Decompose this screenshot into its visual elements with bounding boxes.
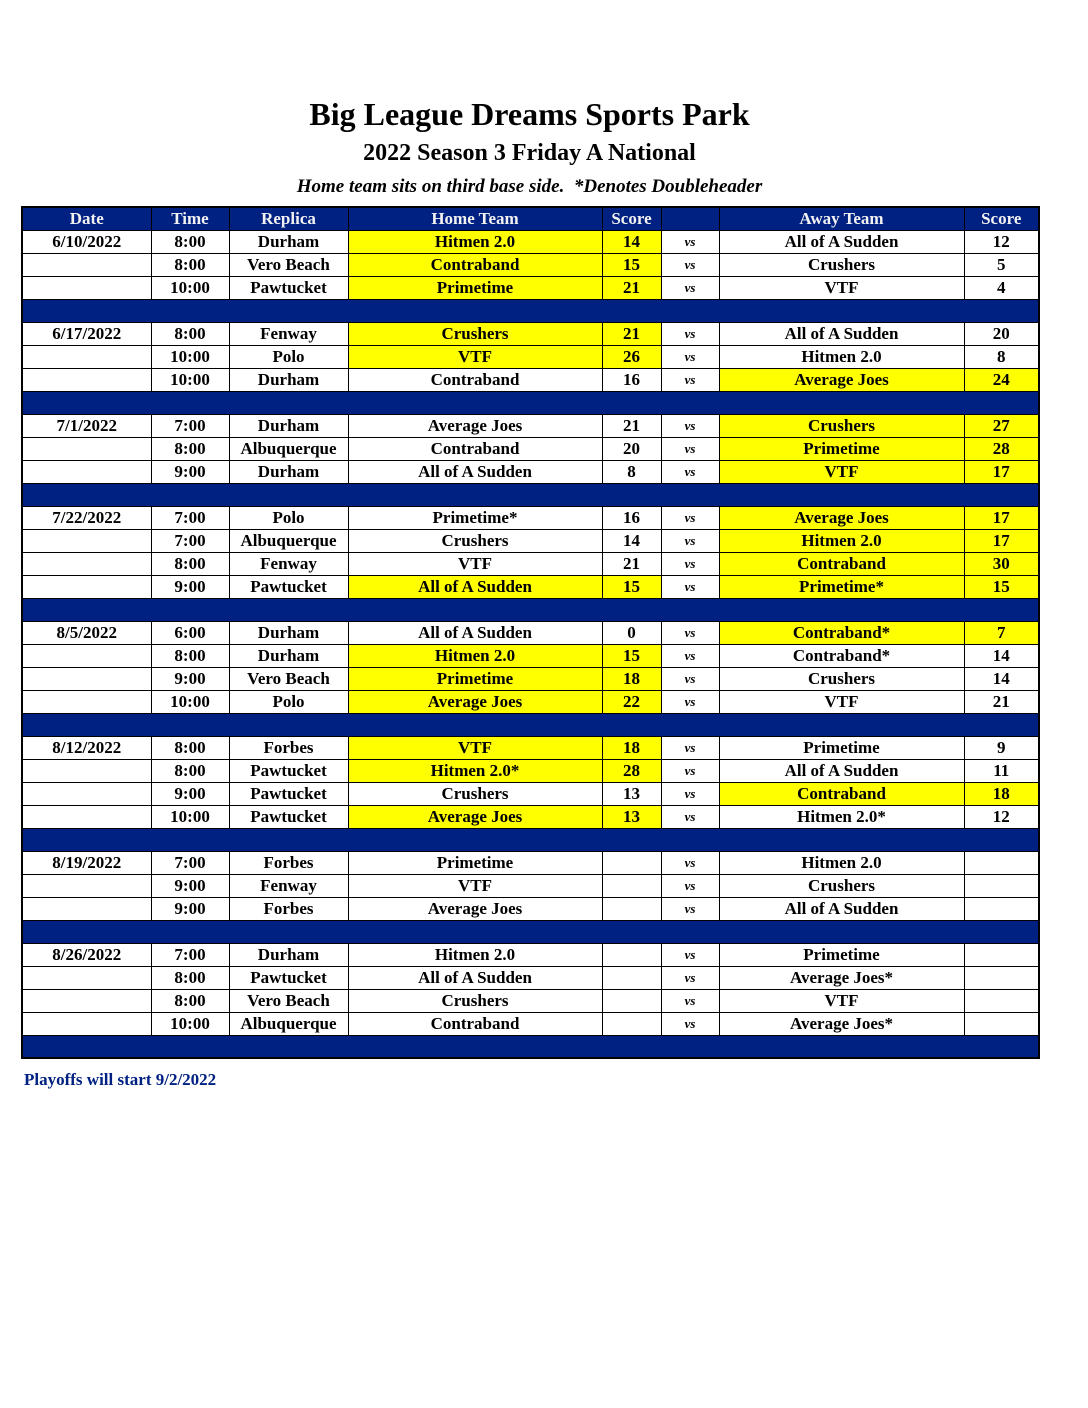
- game-row: [22, 667, 1039, 690]
- time-cell: 9:00: [151, 460, 229, 483]
- vs-cell: vs: [661, 667, 719, 690]
- replica-cell: Durham: [229, 943, 348, 966]
- game-row: [22, 414, 1039, 437]
- home-team-cell: All of A Sudden: [348, 575, 602, 598]
- away-team-cell: VTF: [719, 989, 964, 1012]
- home-team-cell: Average Joes: [348, 414, 602, 437]
- replica-cell: Pawtucket: [229, 782, 348, 805]
- away-team-cell: Contraband: [719, 782, 964, 805]
- vs-cell: vs: [661, 529, 719, 552]
- vs-cell: vs: [661, 989, 719, 1012]
- separator-row: [22, 828, 1039, 851]
- date-cell: [22, 345, 151, 368]
- game-row: [22, 253, 1039, 276]
- game-row: [22, 782, 1039, 805]
- date-cell: 8/5/2022: [22, 621, 151, 644]
- time-cell: 6:00: [151, 621, 229, 644]
- replica-cell: Albuquerque: [229, 437, 348, 460]
- away-score-cell: 17: [964, 460, 1039, 483]
- replica-cell: Durham: [229, 644, 348, 667]
- away-team-cell: Contraband: [719, 552, 964, 575]
- header-replica: Replica: [229, 207, 348, 230]
- away-score-cell: [964, 897, 1039, 920]
- time-cell: 8:00: [151, 736, 229, 759]
- away-team-cell: All of A Sudden: [719, 230, 964, 253]
- game-row: [22, 322, 1039, 345]
- vs-cell: vs: [661, 506, 719, 529]
- vs-cell: vs: [661, 736, 719, 759]
- home-team-cell: Primetime: [348, 851, 602, 874]
- home-team-cell: Hitmen 2.0*: [348, 759, 602, 782]
- replica-cell: Forbes: [229, 897, 348, 920]
- away-score-cell: [964, 966, 1039, 989]
- vs-cell: vs: [661, 805, 719, 828]
- home-score-cell: 8: [602, 460, 661, 483]
- time-cell: 8:00: [151, 322, 229, 345]
- date-cell: [22, 253, 151, 276]
- date-cell: [22, 644, 151, 667]
- away-score-cell: 21: [964, 690, 1039, 713]
- time-cell: 9:00: [151, 782, 229, 805]
- away-team-cell: Contraband*: [719, 621, 964, 644]
- date-cell: 8/12/2022: [22, 736, 151, 759]
- home-score-cell: 26: [602, 345, 661, 368]
- replica-cell: Durham: [229, 230, 348, 253]
- home-team-cell: Primetime*: [348, 506, 602, 529]
- home-score-cell: [602, 851, 661, 874]
- home-team-cell: VTF: [348, 345, 602, 368]
- table-head: [22, 207, 1039, 230]
- home-score-cell: 14: [602, 230, 661, 253]
- home-team-cell: Crushers: [348, 782, 602, 805]
- separator-row: [22, 598, 1039, 621]
- away-team-cell: Primetime: [719, 736, 964, 759]
- game-row: [22, 460, 1039, 483]
- home-score-cell: 21: [602, 552, 661, 575]
- away-score-cell: 12: [964, 805, 1039, 828]
- replica-cell: Durham: [229, 621, 348, 644]
- time-cell: 8:00: [151, 989, 229, 1012]
- vs-cell: vs: [661, 966, 719, 989]
- game-row: [22, 943, 1039, 966]
- date-cell: 6/17/2022: [22, 322, 151, 345]
- home-team-cell: Contraband: [348, 253, 602, 276]
- home-team-cell: Contraband: [348, 1012, 602, 1035]
- replica-cell: Vero Beach: [229, 253, 348, 276]
- vs-cell: vs: [661, 460, 719, 483]
- home-team-cell: Crushers: [348, 529, 602, 552]
- home-team-cell: Hitmen 2.0: [348, 943, 602, 966]
- away-score-cell: 24: [964, 368, 1039, 391]
- game-row: [22, 1012, 1039, 1035]
- vs-cell: vs: [661, 322, 719, 345]
- home-score-cell: [602, 943, 661, 966]
- home-team-cell: All of A Sudden: [348, 966, 602, 989]
- away-score-cell: 20: [964, 322, 1039, 345]
- away-score-cell: 4: [964, 276, 1039, 299]
- home-team-cell: Contraband: [348, 437, 602, 460]
- game-row: [22, 529, 1039, 552]
- date-cell: 7/1/2022: [22, 414, 151, 437]
- home-score-cell: 16: [602, 506, 661, 529]
- vs-cell: vs: [661, 253, 719, 276]
- away-team-cell: Crushers: [719, 874, 964, 897]
- date-cell: [22, 575, 151, 598]
- replica-cell: Pawtucket: [229, 276, 348, 299]
- separator-cell: [22, 483, 1039, 506]
- header-away-team: Away Team: [719, 207, 964, 230]
- away-team-cell: Primetime: [719, 943, 964, 966]
- vs-cell: vs: [661, 575, 719, 598]
- time-cell: 10:00: [151, 1012, 229, 1035]
- vs-cell: vs: [661, 414, 719, 437]
- time-cell: 9:00: [151, 897, 229, 920]
- away-score-cell: [964, 851, 1039, 874]
- away-score-cell: 12: [964, 230, 1039, 253]
- away-team-cell: Average Joes*: [719, 1012, 964, 1035]
- date-cell: [22, 874, 151, 897]
- game-row: [22, 690, 1039, 713]
- away-score-cell: 5: [964, 253, 1039, 276]
- game-row: [22, 736, 1039, 759]
- away-score-cell: 15: [964, 575, 1039, 598]
- date-cell: 6/10/2022: [22, 230, 151, 253]
- vs-cell: vs: [661, 552, 719, 575]
- game-row: [22, 437, 1039, 460]
- home-team-cell: Primetime: [348, 276, 602, 299]
- replica-cell: Polo: [229, 690, 348, 713]
- time-cell: 7:00: [151, 506, 229, 529]
- away-score-cell: [964, 989, 1039, 1012]
- time-cell: 8:00: [151, 253, 229, 276]
- away-score-cell: 18: [964, 782, 1039, 805]
- game-row: [22, 805, 1039, 828]
- home-team-cell: Crushers: [348, 322, 602, 345]
- header-home-team: Home Team: [348, 207, 602, 230]
- doubleheader-note: Home team sits on third base side. *Denotes Doubleheader: [296, 176, 763, 197]
- replica-cell: Fenway: [229, 874, 348, 897]
- home-score-cell: 21: [602, 276, 661, 299]
- vs-cell: vs: [661, 782, 719, 805]
- replica-cell: Pawtucket: [229, 759, 348, 782]
- home-team-cell: Contraband: [348, 368, 602, 391]
- vs-cell: vs: [661, 230, 719, 253]
- away-score-cell: [964, 874, 1039, 897]
- separator-cell: [22, 598, 1039, 621]
- page-subtitle: 2022 Season 3 Friday A National: [363, 140, 696, 166]
- away-team-cell: All of A Sudden: [719, 897, 964, 920]
- away-team-cell: All of A Sudden: [719, 322, 964, 345]
- time-cell: 10:00: [151, 805, 229, 828]
- game-row: [22, 552, 1039, 575]
- home-score-cell: 15: [602, 253, 661, 276]
- away-score-cell: [964, 943, 1039, 966]
- time-cell: 10:00: [151, 276, 229, 299]
- home-score-cell: 14: [602, 529, 661, 552]
- replica-cell: Pawtucket: [229, 575, 348, 598]
- separator-cell: [22, 920, 1039, 943]
- replica-cell: Durham: [229, 460, 348, 483]
- replica-cell: Vero Beach: [229, 989, 348, 1012]
- home-score-cell: [602, 897, 661, 920]
- home-score-cell: 15: [602, 575, 661, 598]
- date-cell: [22, 529, 151, 552]
- replica-cell: Pawtucket: [229, 966, 348, 989]
- vs-cell: vs: [661, 345, 719, 368]
- home-score-cell: 28: [602, 759, 661, 782]
- replica-cell: Durham: [229, 368, 348, 391]
- home-team-cell: VTF: [348, 552, 602, 575]
- separator-cell: [22, 299, 1039, 322]
- game-row: [22, 897, 1039, 920]
- vs-cell: vs: [661, 368, 719, 391]
- away-score-cell: 11: [964, 759, 1039, 782]
- away-score-cell: 14: [964, 667, 1039, 690]
- game-row: [22, 621, 1039, 644]
- home-score-cell: 15: [602, 644, 661, 667]
- vs-cell: vs: [661, 690, 719, 713]
- date-cell: [22, 690, 151, 713]
- time-cell: 8:00: [151, 552, 229, 575]
- replica-cell: Forbes: [229, 851, 348, 874]
- away-score-cell: 30: [964, 552, 1039, 575]
- home-team-cell: Average Joes: [348, 690, 602, 713]
- away-team-cell: VTF: [719, 690, 964, 713]
- vs-cell: vs: [661, 437, 719, 460]
- date-cell: [22, 759, 151, 782]
- game-row: [22, 276, 1039, 299]
- away-team-cell: Average Joes*: [719, 966, 964, 989]
- home-team-cell: Average Joes: [348, 897, 602, 920]
- away-team-cell: VTF: [719, 276, 964, 299]
- header-date: Date: [22, 207, 151, 230]
- date-cell: 8/19/2022: [22, 851, 151, 874]
- separator-row: [22, 299, 1039, 322]
- date-cell: [22, 437, 151, 460]
- separator-row: [22, 391, 1039, 414]
- date-cell: [22, 1012, 151, 1035]
- time-cell: 9:00: [151, 874, 229, 897]
- home-score-cell: [602, 966, 661, 989]
- time-cell: 9:00: [151, 667, 229, 690]
- time-cell: 8:00: [151, 759, 229, 782]
- vs-cell: vs: [661, 759, 719, 782]
- game-row: [22, 345, 1039, 368]
- home-team-cell: Hitmen 2.0: [348, 644, 602, 667]
- vs-cell: vs: [661, 897, 719, 920]
- home-score-cell: 16: [602, 368, 661, 391]
- header-vs: [661, 207, 719, 230]
- time-cell: 9:00: [151, 575, 229, 598]
- game-row: [22, 368, 1039, 391]
- away-score-cell: 14: [964, 644, 1039, 667]
- table-body: [22, 230, 1039, 1058]
- away-team-cell: Average Joes: [719, 368, 964, 391]
- date-cell: [22, 460, 151, 483]
- header-away-score: Score: [964, 207, 1039, 230]
- game-row: [22, 506, 1039, 529]
- away-team-cell: All of A Sudden: [719, 759, 964, 782]
- home-team-cell: Average Joes: [348, 805, 602, 828]
- away-team-cell: Crushers: [719, 253, 964, 276]
- time-cell: 8:00: [151, 644, 229, 667]
- time-cell: 8:00: [151, 437, 229, 460]
- separator-cell: [22, 1035, 1039, 1058]
- away-score-cell: 17: [964, 506, 1039, 529]
- vs-cell: vs: [661, 1012, 719, 1035]
- time-cell: 7:00: [151, 943, 229, 966]
- replica-cell: Polo: [229, 345, 348, 368]
- home-score-cell: 21: [602, 322, 661, 345]
- date-cell: [22, 989, 151, 1012]
- time-cell: 10:00: [151, 368, 229, 391]
- game-row: [22, 759, 1039, 782]
- away-team-cell: Primetime*: [719, 575, 964, 598]
- time-cell: 8:00: [151, 230, 229, 253]
- home-team-cell: Hitmen 2.0: [348, 230, 602, 253]
- date-cell: 7/22/2022: [22, 506, 151, 529]
- home-team-cell: All of A Sudden: [348, 460, 602, 483]
- game-row: [22, 874, 1039, 897]
- replica-cell: Pawtucket: [229, 805, 348, 828]
- time-cell: 10:00: [151, 690, 229, 713]
- away-score-cell: 27: [964, 414, 1039, 437]
- home-score-cell: [602, 989, 661, 1012]
- away-team-cell: Average Joes: [719, 506, 964, 529]
- home-team-cell: All of A Sudden: [348, 621, 602, 644]
- separator-cell: [22, 828, 1039, 851]
- away-team-cell: Primetime: [719, 437, 964, 460]
- separator-cell: [22, 713, 1039, 736]
- replica-cell: Durham: [229, 414, 348, 437]
- separator-row: [22, 483, 1039, 506]
- separator-row: [22, 1035, 1039, 1058]
- away-team-cell: Contraband*: [719, 644, 964, 667]
- home-score-cell: [602, 874, 661, 897]
- game-row: [22, 575, 1039, 598]
- time-cell: 10:00: [151, 345, 229, 368]
- home-score-cell: 18: [602, 667, 661, 690]
- vs-cell: vs: [661, 943, 719, 966]
- home-score-cell: [602, 1012, 661, 1035]
- vs-cell: vs: [661, 874, 719, 897]
- time-cell: 7:00: [151, 529, 229, 552]
- time-cell: 7:00: [151, 414, 229, 437]
- separator-row: [22, 713, 1039, 736]
- home-team-cell: VTF: [348, 736, 602, 759]
- home-score-cell: 0: [602, 621, 661, 644]
- away-team-cell: Crushers: [719, 414, 964, 437]
- replica-cell: Fenway: [229, 552, 348, 575]
- away-score-cell: 17: [964, 529, 1039, 552]
- date-cell: [22, 966, 151, 989]
- game-row: [22, 230, 1039, 253]
- replica-cell: Albuquerque: [229, 1012, 348, 1035]
- game-row: [22, 644, 1039, 667]
- date-cell: [22, 667, 151, 690]
- date-cell: [22, 897, 151, 920]
- replica-cell: Albuquerque: [229, 529, 348, 552]
- away-score-cell: 7: [964, 621, 1039, 644]
- schedule-table: [21, 206, 1040, 1059]
- replica-cell: Polo: [229, 506, 348, 529]
- header-block: [21, 0, 1038, 198]
- header-home-score: Score: [602, 207, 661, 230]
- away-team-cell: Hitmen 2.0: [719, 345, 964, 368]
- away-team-cell: Hitmen 2.0*: [719, 805, 964, 828]
- away-team-cell: Hitmen 2.0: [719, 529, 964, 552]
- date-cell: [22, 782, 151, 805]
- away-score-cell: 9: [964, 736, 1039, 759]
- date-cell: 8/26/2022: [22, 943, 151, 966]
- home-score-cell: 21: [602, 414, 661, 437]
- away-team-cell: Crushers: [719, 667, 964, 690]
- away-score-cell: 28: [964, 437, 1039, 460]
- home-score-cell: 22: [602, 690, 661, 713]
- home-team-cell: Primetime: [348, 667, 602, 690]
- separator-row: [22, 920, 1039, 943]
- vs-cell: vs: [661, 851, 719, 874]
- date-cell: [22, 276, 151, 299]
- vs-cell: vs: [661, 644, 719, 667]
- game-row: [22, 851, 1039, 874]
- date-cell: [22, 368, 151, 391]
- replica-cell: Vero Beach: [229, 667, 348, 690]
- home-score-cell: 13: [602, 805, 661, 828]
- replica-cell: Fenway: [229, 322, 348, 345]
- table-header-row: [22, 207, 1039, 230]
- date-cell: [22, 552, 151, 575]
- time-cell: 8:00: [151, 966, 229, 989]
- home-team-cell: VTF: [348, 874, 602, 897]
- date-cell: [22, 805, 151, 828]
- separator-cell: [22, 391, 1039, 414]
- away-team-cell: Hitmen 2.0: [719, 851, 964, 874]
- game-row: [22, 989, 1039, 1012]
- vs-cell: vs: [661, 276, 719, 299]
- game-row: [22, 966, 1039, 989]
- vs-cell: vs: [661, 621, 719, 644]
- away-score-cell: [964, 1012, 1039, 1035]
- home-score-cell: 18: [602, 736, 661, 759]
- away-score-cell: 8: [964, 345, 1039, 368]
- away-team-cell: VTF: [719, 460, 964, 483]
- home-score-cell: 13: [602, 782, 661, 805]
- time-cell: 7:00: [151, 851, 229, 874]
- page-title: Big League Dreams Sports Park: [309, 96, 750, 132]
- header-time: Time: [151, 207, 229, 230]
- home-score-cell: 20: [602, 437, 661, 460]
- home-team-cell: Crushers: [348, 989, 602, 1012]
- replica-cell: Forbes: [229, 736, 348, 759]
- playoffs-note: Playoffs will start 9/2/2022: [24, 1070, 217, 1089]
